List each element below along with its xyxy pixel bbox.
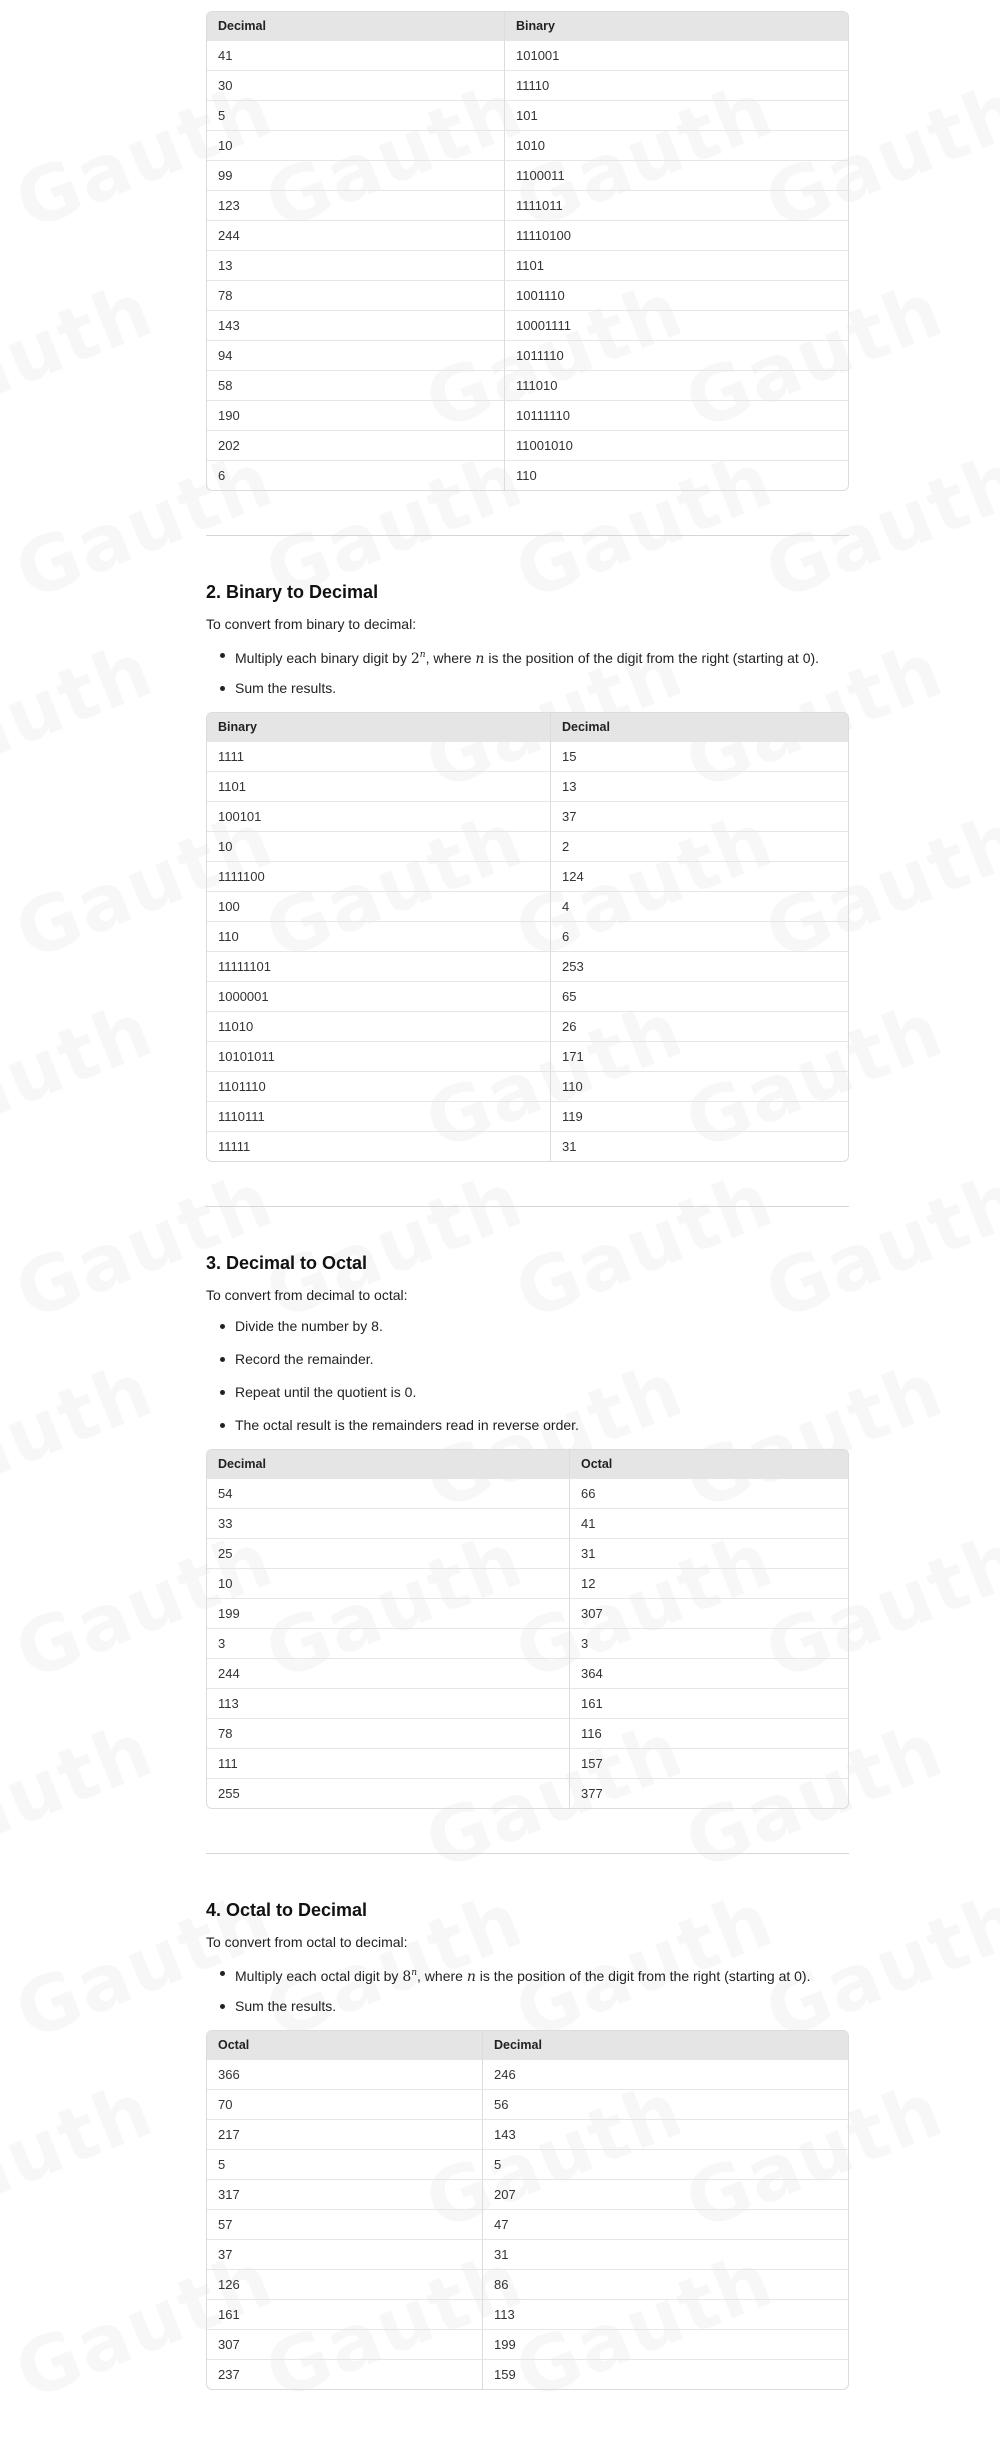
table-cell: 47	[482, 2209, 848, 2239]
table-cell: 143	[482, 2119, 848, 2149]
table-cell: 161	[569, 1688, 848, 1718]
table-row	[207, 1071, 848, 1101]
table-row	[207, 1538, 848, 1568]
table-row	[207, 2239, 848, 2269]
table-row	[207, 861, 848, 891]
table-header-cell: Decimal	[550, 713, 848, 741]
section-divider	[206, 535, 849, 536]
table-cell: 366	[207, 2059, 482, 2089]
table-cell: 161	[207, 2299, 482, 2329]
table-cell: 94	[207, 340, 504, 370]
table-cell: 1101	[207, 771, 550, 801]
table-row	[207, 2359, 848, 2389]
table-row	[207, 771, 848, 801]
table-cell: 2	[550, 831, 848, 861]
list-item: Sum the results.	[206, 1997, 849, 2015]
table-row	[207, 1718, 848, 1748]
table-cell: 10	[207, 130, 504, 160]
table-row	[207, 1658, 848, 1688]
table-row	[207, 370, 848, 400]
table-row	[207, 2059, 848, 2089]
table-cell: 11111	[207, 1131, 550, 1161]
table-header-cell: Decimal	[207, 1450, 569, 1478]
step-text: is the position of the digit from the right (starting at 0).	[488, 650, 820, 666]
table-header-cell: Decimal	[482, 2031, 848, 2059]
table-cell: 11001010	[504, 430, 848, 460]
table-row	[207, 1568, 848, 1598]
section-title: 3. Decimal to Octal	[206, 1253, 368, 1273]
table-cell: 157	[569, 1748, 848, 1778]
table-row	[207, 2329, 848, 2359]
table-row	[207, 1508, 848, 1538]
table-cell: 237	[207, 2359, 482, 2389]
table-cell: 377	[569, 1778, 848, 1808]
table-cell: 246	[482, 2059, 848, 2089]
math-base: 2	[410, 651, 420, 667]
watermark	[0, 1704, 165, 1887]
table-cell: 190	[207, 400, 504, 430]
table-cell: 110	[504, 460, 848, 490]
steps-list	[206, 1317, 849, 1434]
table-cell: 1111011	[504, 190, 848, 220]
table-cell: 119	[550, 1101, 848, 1131]
table-cell: 11110	[504, 70, 848, 100]
table-header-row	[207, 713, 848, 741]
table-cell: 37	[207, 2239, 482, 2269]
step-text: is the position of the digit from the right (starting at 0).	[479, 1968, 811, 1984]
table-header-row	[207, 1450, 848, 1478]
table-cell: 10001111	[504, 310, 848, 340]
table-cell: 78	[207, 1718, 569, 1748]
table-row	[207, 741, 848, 771]
table-row	[207, 1478, 848, 1508]
table-cell: 217	[207, 2119, 482, 2149]
table-row	[207, 430, 848, 460]
table-cell: 124	[550, 861, 848, 891]
octal-to-decimal-table	[206, 2030, 849, 2390]
table-row	[207, 2089, 848, 2119]
table-cell: 113	[207, 1688, 569, 1718]
table-row	[207, 2209, 848, 2239]
table-row	[207, 400, 848, 430]
table-header-cell: Binary	[504, 12, 848, 40]
table-row	[207, 1011, 848, 1041]
table-cell: 364	[569, 1658, 848, 1688]
table-cell: 100	[207, 891, 550, 921]
document-content	[206, 11, 849, 2390]
table-row	[207, 801, 848, 831]
table-cell: 1100011	[504, 160, 848, 190]
table-cell: 57	[207, 2209, 482, 2239]
list-item	[206, 1964, 849, 1985]
table-header-row	[207, 2031, 848, 2059]
table-cell: 78	[207, 280, 504, 310]
step-text: Multiply each binary digit by	[235, 650, 407, 666]
table-cell: 33	[207, 1508, 569, 1538]
table-cell: 11010	[207, 1011, 550, 1041]
table-row	[207, 1598, 848, 1628]
table-row	[207, 951, 848, 981]
section-intro: To convert from binary to decimal:	[206, 616, 417, 632]
step-text: Multiply each octal digit by	[235, 1968, 399, 1984]
table-cell: 54	[207, 1478, 569, 1508]
table-header-cell: Octal	[569, 1450, 848, 1478]
list-item: Divide the number by 8.	[206, 1317, 849, 1335]
math-base: 8	[402, 1969, 412, 1985]
table-cell: 110	[550, 1071, 848, 1101]
watermark	[0, 2064, 165, 2247]
table-cell: 1000001	[207, 981, 550, 1011]
table-cell: 100101	[207, 801, 550, 831]
math-variable: n	[466, 1969, 476, 1985]
table-cell: 6	[550, 921, 848, 951]
table-cell: 207	[482, 2179, 848, 2209]
table-cell: 143	[207, 310, 504, 340]
list-item: The octal result is the remainders read in reverse order.	[206, 1416, 849, 1434]
table-cell: 101001	[504, 40, 848, 70]
table-header-cell: Decimal	[207, 12, 504, 40]
table-cell: 58	[207, 370, 504, 400]
table-row	[207, 2119, 848, 2149]
table-cell: 41	[569, 1508, 848, 1538]
table-cell: 116	[569, 1718, 848, 1748]
table-cell: 6	[207, 460, 504, 490]
table-cell: 110	[207, 921, 550, 951]
table-cell: 1101	[504, 250, 848, 280]
table-cell: 26	[550, 1011, 848, 1041]
table-cell: 25	[207, 1538, 569, 1568]
table-row	[207, 2299, 848, 2329]
table-cell: 10101011	[207, 1041, 550, 1071]
step-text: , where	[417, 1968, 463, 1984]
table-row	[207, 460, 848, 490]
decimal-to-octal-table	[206, 1449, 849, 1809]
table-row	[207, 70, 848, 100]
table-cell: 244	[207, 1658, 569, 1688]
table-cell: 123	[207, 190, 504, 220]
table-cell: 31	[569, 1538, 848, 1568]
table-cell: 5	[207, 2149, 482, 2179]
table-cell: 13	[207, 250, 504, 280]
table-cell: 111010	[504, 370, 848, 400]
table-row	[207, 2269, 848, 2299]
table-cell: 37	[550, 801, 848, 831]
table-cell: 199	[482, 2329, 848, 2359]
table-cell: 3	[569, 1628, 848, 1658]
table-row	[207, 310, 848, 340]
table-row	[207, 1041, 848, 1071]
watermark	[0, 1344, 165, 1527]
table-cell: 1001110	[504, 280, 848, 310]
list-item: Sum the results.	[206, 679, 849, 697]
table-row	[207, 1778, 848, 1808]
table-cell: 66	[569, 1478, 848, 1508]
table-row	[207, 981, 848, 1011]
table-cell: 65	[550, 981, 848, 1011]
table-cell: 111	[207, 1748, 569, 1778]
table-cell: 255	[207, 1778, 569, 1808]
table-cell: 199	[207, 1598, 569, 1628]
table-cell: 126	[207, 2269, 482, 2299]
table-cell: 1111	[207, 741, 550, 771]
table-row	[207, 1748, 848, 1778]
table-cell: 1110111	[207, 1101, 550, 1131]
table-row	[207, 891, 848, 921]
table-cell: 5	[207, 100, 504, 130]
section-intro: To convert from decimal to octal:	[206, 1287, 408, 1303]
section-divider	[206, 1853, 849, 1854]
table-cell: 10	[207, 831, 550, 861]
table-row	[207, 130, 848, 160]
table-cell: 31	[550, 1131, 848, 1161]
table-row	[207, 160, 848, 190]
watermark	[0, 984, 165, 1167]
math-exponent: n	[419, 650, 426, 660]
table-row	[207, 190, 848, 220]
table-row	[207, 2149, 848, 2179]
table-cell: 1010	[504, 130, 848, 160]
table-cell: 11110100	[504, 220, 848, 250]
table-cell: 1011110	[504, 340, 848, 370]
table-cell: 5	[482, 2149, 848, 2179]
table-cell: 86	[482, 2269, 848, 2299]
decimal-to-binary-table	[206, 11, 849, 491]
table-row	[207, 1131, 848, 1161]
table-cell: 307	[569, 1598, 848, 1628]
table-cell: 11111101	[207, 951, 550, 981]
table-cell: 317	[207, 2179, 482, 2209]
table-row	[207, 831, 848, 861]
table-row	[207, 100, 848, 130]
table-cell: 171	[550, 1041, 848, 1071]
list-item	[206, 646, 849, 667]
math-expression	[402, 1969, 417, 1985]
table-cell: 244	[207, 220, 504, 250]
steps-list	[206, 1964, 849, 2015]
table-row	[207, 1101, 848, 1131]
section-title: 4. Octal to Decimal	[206, 1900, 368, 1920]
table-cell: 113	[482, 2299, 848, 2329]
table-cell: 12	[569, 1568, 848, 1598]
table-cell: 101	[504, 100, 848, 130]
table-cell: 10111110	[504, 400, 848, 430]
watermark	[0, 264, 165, 447]
table-cell: 13	[550, 771, 848, 801]
table-cell: 4	[550, 891, 848, 921]
table-cell: 99	[207, 160, 504, 190]
table-cell: 31	[482, 2239, 848, 2269]
table-cell: 1111100	[207, 861, 550, 891]
table-header-cell: Binary	[207, 713, 550, 741]
table-cell: 30	[207, 70, 504, 100]
math-exponent: n	[411, 1968, 418, 1978]
section-intro: To convert from octal to decimal:	[206, 1934, 408, 1950]
table-row	[207, 250, 848, 280]
table-cell: 202	[207, 430, 504, 460]
math-expression	[411, 651, 426, 667]
table-row	[207, 2179, 848, 2209]
table-row	[207, 1688, 848, 1718]
table-row	[207, 280, 848, 310]
table-cell: 10	[207, 1568, 569, 1598]
list-item: Record the remainder.	[206, 1350, 849, 1368]
table-cell: 56	[482, 2089, 848, 2119]
watermark	[0, 624, 165, 807]
table-row	[207, 921, 848, 951]
list-item: Repeat until the quotient is 0.	[206, 1383, 849, 1401]
table-row	[207, 340, 848, 370]
table-row	[207, 220, 848, 250]
section-title: 2. Binary to Decimal	[206, 582, 379, 602]
table-cell: 41	[207, 40, 504, 70]
table-cell: 159	[482, 2359, 848, 2389]
table-row	[207, 1628, 848, 1658]
step-text: , where	[425, 650, 472, 666]
table-cell: 253	[550, 951, 848, 981]
table-cell: 15	[550, 741, 848, 771]
binary-to-decimal-table	[206, 712, 849, 1162]
table-cell: 1101110	[207, 1071, 550, 1101]
table-cell: 3	[207, 1628, 569, 1658]
steps-list	[206, 646, 849, 697]
table-cell: 307	[207, 2329, 482, 2359]
table-header-row	[207, 12, 848, 40]
table-header-cell: Octal	[207, 2031, 482, 2059]
table-row	[207, 40, 848, 70]
section-divider	[206, 1206, 849, 1207]
table-cell: 70	[207, 2089, 482, 2119]
math-variable: n	[475, 651, 485, 667]
